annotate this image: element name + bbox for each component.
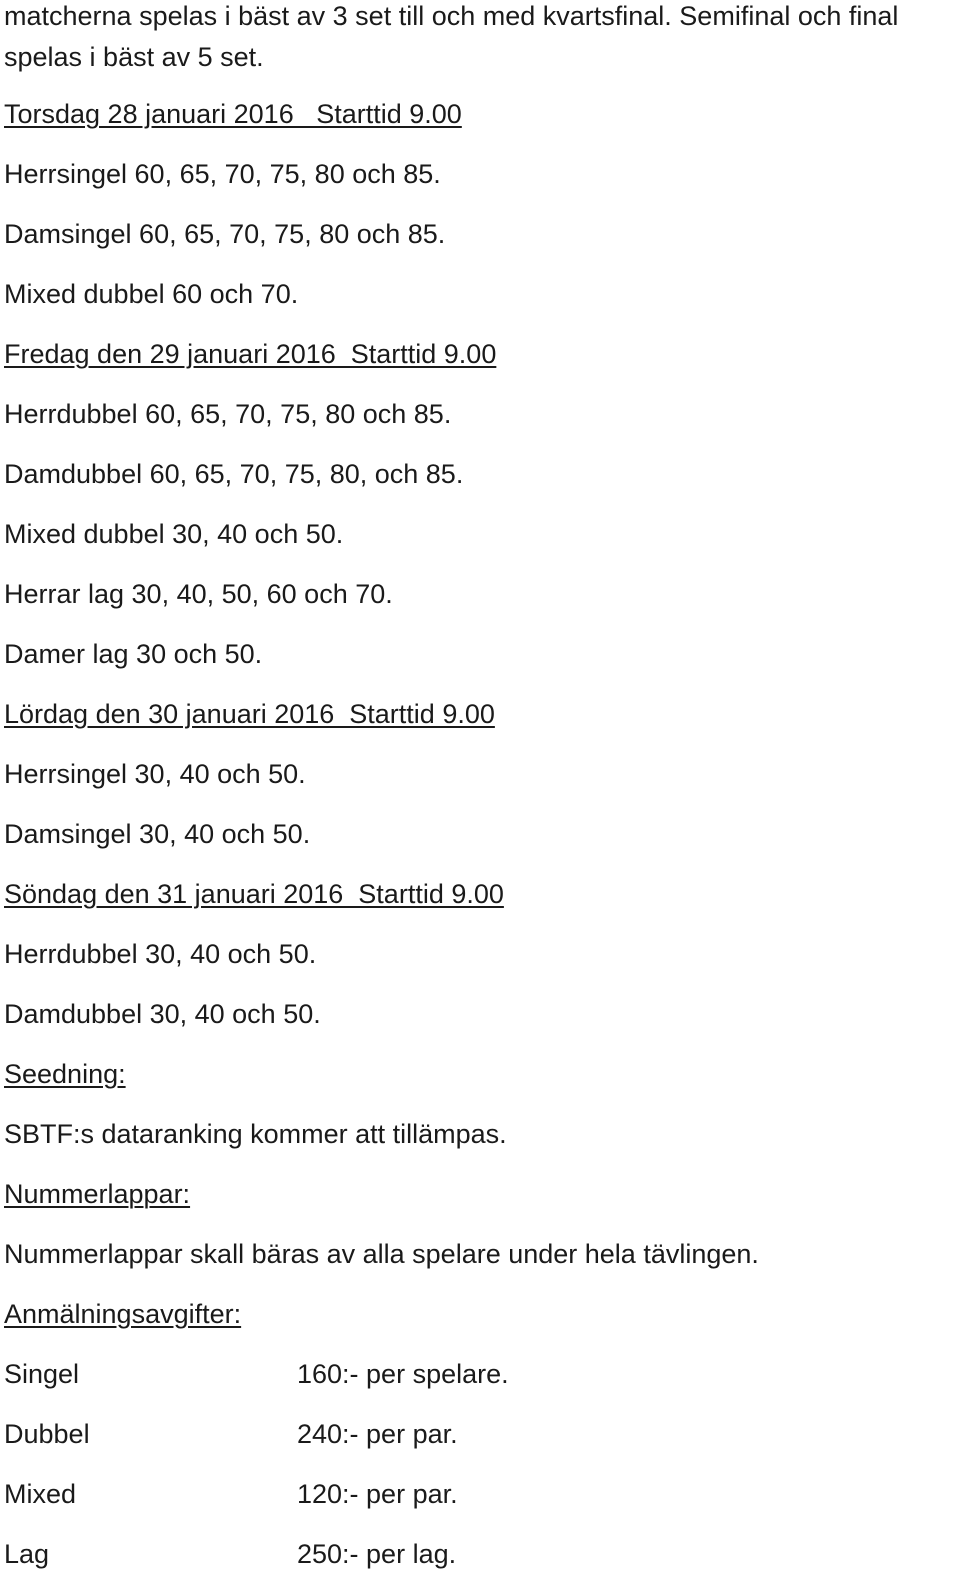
fee-value: 250:- per lag. [297, 1539, 457, 1569]
numbers-heading: Nummerlappar: [4, 1179, 191, 1209]
intro-line: spelas i bäst av 5 set. [4, 42, 264, 72]
intro-line: matcherna spelas i bäst av 3 set till och med kvartsfinal. Semifinal och final [4, 1, 899, 31]
event-line: Herrsingel 60, 65, 70, 75, 80 och 85. [4, 159, 441, 189]
seeding-text: SBTF:s dataranking kommer att tillämpas. [4, 1119, 507, 1149]
event-line: Herrdubbel 30, 40 och 50. [4, 939, 317, 969]
event-line: Herrsingel 30, 40 och 50. [4, 759, 306, 789]
fee-label: Singel [4, 1359, 80, 1389]
fee-value: 160:- per spelare. [297, 1359, 509, 1389]
fees-heading: Anmälningsavgifter: [4, 1299, 242, 1329]
event-line: Mixed dubbel 30, 40 och 50. [4, 519, 344, 549]
day-heading: Torsdag 28 januari 2016 Starttid 9.00 [4, 99, 462, 129]
seeding-heading: Seedning: [4, 1059, 126, 1089]
fee-row [4, 1464, 956, 1524]
fee-row [4, 1404, 956, 1464]
event-line: Mixed dubbel 60 och 70. [4, 279, 299, 309]
fee-value: 120:- per par. [297, 1479, 458, 1509]
fee-value: 240:- per par. [297, 1419, 458, 1449]
event-line: Herrar lag 30, 40, 50, 60 och 70. [4, 579, 393, 609]
day-heading: Lördag den 30 januari 2016 Starttid 9.00 [4, 699, 495, 729]
intro-paragraph [4, 0, 956, 78]
day-heading: Söndag den 31 januari 2016 Starttid 9.00 [4, 879, 504, 909]
event-line: Damer lag 30 och 50. [4, 639, 263, 669]
numbers-text: Nummerlappar skall bäras av alla spelare under hela tävlingen. [4, 1239, 759, 1269]
fee-label: Mixed [4, 1479, 77, 1509]
day-heading: Fredag den 29 januari 2016 Starttid 9.00 [4, 339, 497, 369]
event-line: Damsingel 60, 65, 70, 75, 80 och 85. [4, 219, 446, 249]
event-line: Herrdubbel 60, 65, 70, 75, 80 och 85. [4, 399, 452, 429]
fee-row [4, 1524, 956, 1584]
event-line: Damdubbel 60, 65, 70, 75, 80, och 85. [4, 459, 464, 489]
event-line: Damdubbel 30, 40 och 50. [4, 999, 321, 1029]
document-page [4, 0, 956, 1584]
event-line: Damsingel 30, 40 och 50. [4, 819, 311, 849]
fee-row [4, 1344, 956, 1404]
fee-label: Lag [4, 1539, 50, 1569]
fee-label: Dubbel [4, 1419, 90, 1449]
